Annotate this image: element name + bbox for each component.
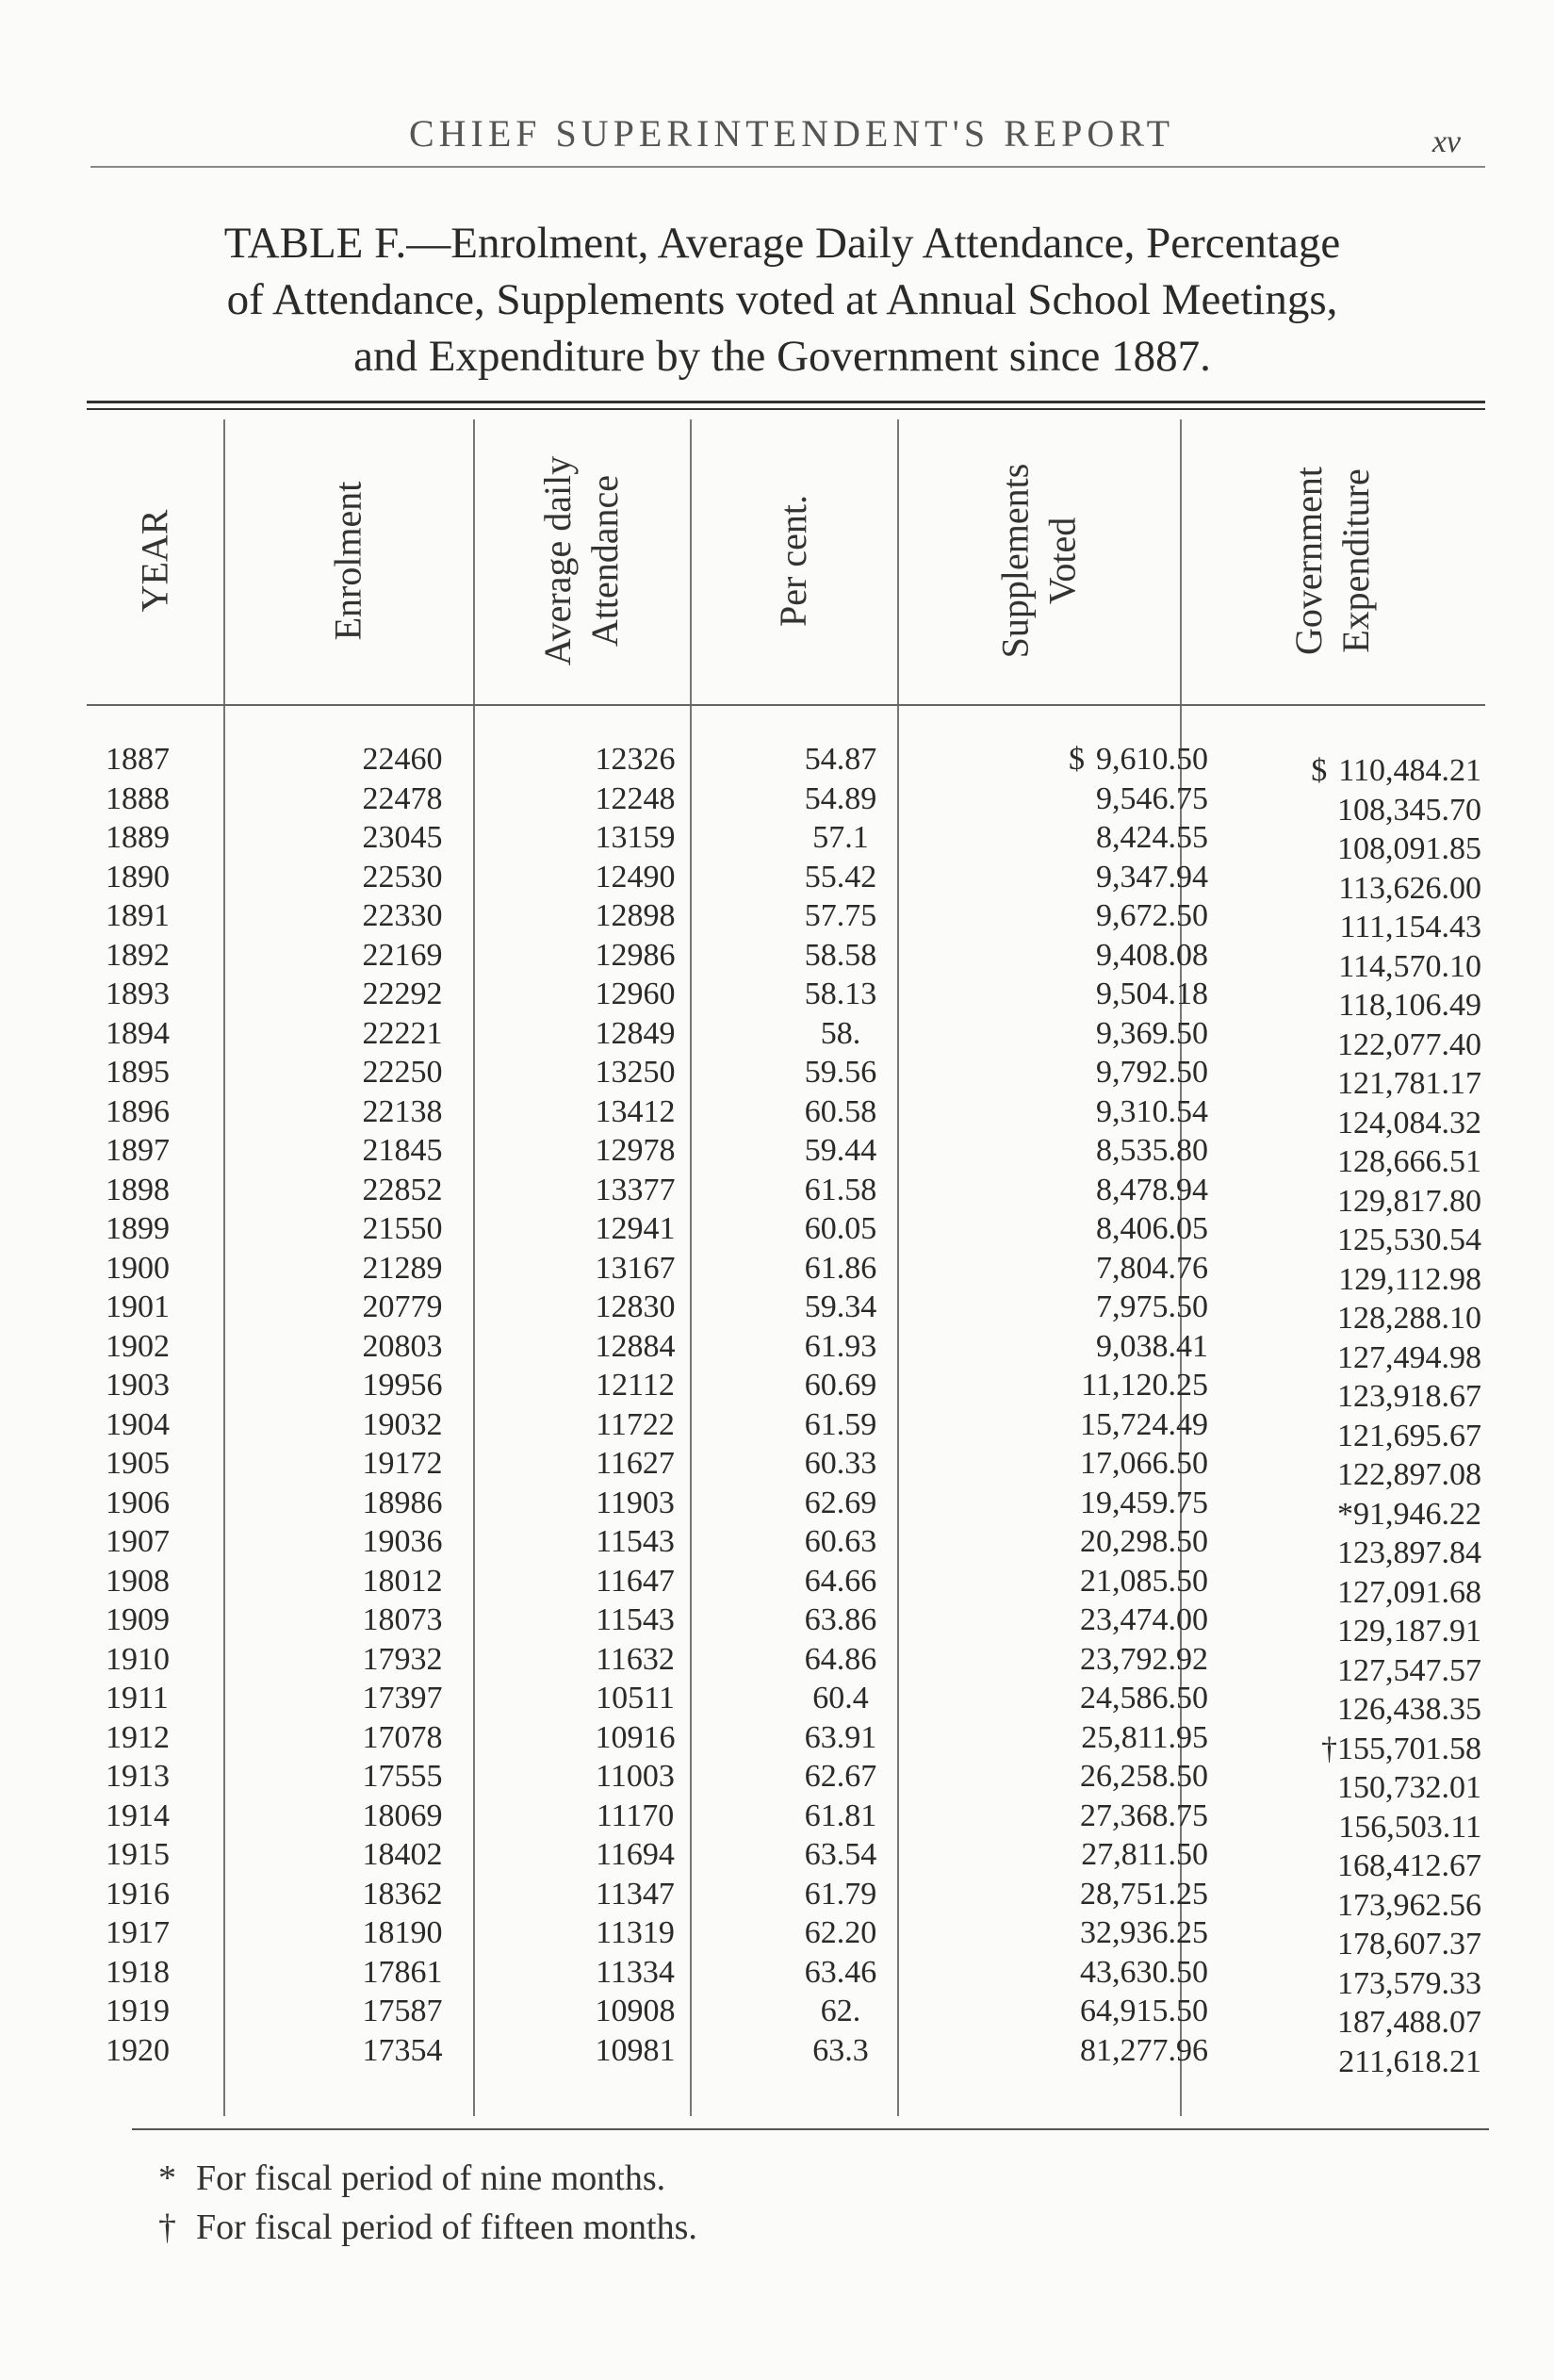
government-expenditure-cell: 126,438.35 [1337, 1692, 1481, 1727]
footnote-mark: † [158, 2208, 176, 2247]
table-row [87, 858, 1485, 906]
table-row [87, 1913, 1485, 1961]
percent-cell: 63.91 [804, 1719, 877, 1755]
enrolment-cell: 20779 [362, 1289, 443, 1324]
government-expenditure-cell: 173,962.56 [1337, 1887, 1481, 1923]
table-row [87, 1092, 1485, 1141]
enrolment-cell: 22460 [362, 742, 443, 777]
supplements-cell: 64,915.50 [1080, 1994, 1208, 2028]
enrolment-cell: 18362 [362, 1876, 443, 1912]
government-expenditure-cell: 127,494.98 [1337, 1339, 1481, 1375]
supplements-cell: 21,085.50 [1080, 1563, 1208, 1599]
average-attendance-cell: 12960 [595, 977, 676, 1011]
percent-cell: 64.86 [804, 1641, 877, 1677]
percent-cell: 60.69 [804, 1368, 877, 1403]
percent-cell: 61.81 [804, 1797, 877, 1833]
year-cell: 1915 [106, 1837, 170, 1872]
table-row [87, 818, 1485, 866]
table-header [87, 419, 1485, 702]
government-expenditure-cell: 124,084.32 [1337, 1105, 1481, 1141]
enrolment-cell: 19036 [362, 1524, 443, 1559]
enrolment-cell: 22138 [362, 1093, 443, 1129]
running-head [94, 111, 1489, 168]
government-expenditure-cell: 114,570.10 [1338, 948, 1481, 984]
footnote-mark: * [158, 2158, 176, 2198]
percent-cell: 63.3 [812, 2032, 869, 2068]
header-divider [90, 166, 1485, 168]
table-row [87, 1053, 1485, 1101]
year-cell: 1905 [106, 1446, 170, 1481]
table-row [87, 1484, 1485, 1532]
column-header-label: Supplements [992, 463, 1036, 659]
year-cell: 1903 [106, 1368, 170, 1403]
caption-line: TABLE F.—Enrolment, Average Daily Attendance, Percentage [223, 219, 1341, 268]
table-row [87, 1131, 1485, 1179]
government-expenditure-cell: 178,607.37 [1337, 1927, 1481, 1961]
percent-cell: 54.87 [804, 742, 877, 777]
supplements-cell: 8,478.94 [1096, 1172, 1208, 1207]
average-attendance-cell: 10916 [595, 1719, 676, 1755]
column-header-label: Enrolment [326, 481, 369, 641]
supplements-cell-value: 9,610.50 [1096, 742, 1208, 777]
percent-cell: 60.58 [804, 1093, 877, 1129]
supplements-cell: 17,066.50 [1080, 1446, 1208, 1481]
government-expenditure-cell: 128,288.10 [1337, 1301, 1481, 1336]
enrolment-cell: 18986 [362, 1485, 443, 1520]
government-expenditure-cell: 129,112.98 [1338, 1261, 1481, 1297]
enrolment-cell: 17861 [362, 1954, 443, 1990]
percent-cell: 58. [820, 1015, 861, 1051]
supplements-cell: 9,504.18 [1096, 977, 1208, 1011]
enrolment-cell: 18073 [362, 1602, 443, 1637]
table-body [87, 740, 1485, 2079]
enrolment-cell: 17932 [362, 1641, 443, 1677]
year-cell: 1901 [106, 1289, 170, 1324]
year-cell: 1895 [106, 1055, 170, 1090]
enrolment-cell: 22292 [362, 977, 443, 1011]
percent-cell: 62.69 [804, 1485, 877, 1520]
percent-cell: 61.58 [804, 1172, 877, 1207]
percent-cell: 62. [820, 1994, 861, 2028]
footnote [158, 2154, 697, 2203]
enrolment-cell: 22250 [362, 1055, 443, 1090]
year-cell: 1918 [106, 1954, 170, 1990]
running-title: CHIEF SUPERINTENDENT'S REPORT [408, 112, 1175, 155]
enrolment-cell: 21550 [362, 1211, 443, 1246]
table-row [87, 1209, 1485, 1257]
average-attendance-cell: 12248 [595, 780, 676, 816]
table-row [87, 2031, 1485, 2079]
supplements-cell: 8,535.80 [1096, 1133, 1208, 1168]
percent-cell: 62.67 [804, 1759, 877, 1794]
caption-line: and Expenditure by the Government since 1887. [353, 332, 1211, 381]
column-header-average [473, 419, 690, 702]
enrolment-cell: 22169 [362, 937, 443, 973]
enrolment-cell: 22478 [362, 780, 443, 816]
average-attendance-cell: 12978 [595, 1133, 676, 1168]
table-bottom-rule [132, 2128, 1489, 2130]
government-expenditure-cell: 129,187.91 [1337, 1614, 1481, 1649]
table-row [87, 1327, 1485, 1375]
table-row [87, 975, 1485, 1023]
government-expenditure-cell: 125,530.54 [1337, 1223, 1481, 1257]
percent-cell: 64.66 [804, 1563, 877, 1599]
enrolment-cell: 22330 [362, 898, 443, 933]
average-attendance-cell: 11627 [596, 1446, 675, 1481]
year-cell: 1893 [106, 977, 170, 1011]
enrolment-cell: 22852 [362, 1172, 443, 1207]
percent-cell: 57.1 [812, 820, 869, 855]
percent-cell: 60.63 [804, 1524, 877, 1559]
percent-cell: 61.93 [804, 1328, 877, 1364]
caption-line: of Attendance, Supplements voted at Annual School Meetings, [226, 275, 1338, 324]
supplements-cell: 32,936.25 [1080, 1915, 1208, 1950]
government-expenditure-cell: 123,897.84 [1337, 1535, 1481, 1570]
average-attendance-cell: 11003 [596, 1759, 675, 1794]
table-row [87, 936, 1485, 984]
supplements-cell: 9,369.50 [1096, 1015, 1208, 1051]
percent-cell: 59.34 [804, 1289, 877, 1324]
percent-cell: 58.58 [804, 937, 877, 973]
table-row [87, 1600, 1485, 1649]
percent-cell: 60.05 [804, 1211, 877, 1246]
average-attendance-cell: 11334 [596, 1954, 675, 1990]
column-header-enrolment [223, 419, 473, 702]
government-expenditure-cell: 118,106.49 [1338, 988, 1481, 1023]
page-number: xv [1431, 124, 1461, 159]
currency-symbol: $ [1069, 742, 1085, 777]
table-row [87, 1757, 1485, 1805]
enrolment-cell: 18190 [362, 1915, 443, 1950]
year-cell: 1914 [106, 1797, 170, 1833]
government-expenditure-cell: 150,732.01 [1337, 1770, 1481, 1805]
supplements-cell: 81,277.96 [1080, 2032, 1208, 2068]
column-header-label: Voted [1039, 517, 1083, 605]
supplements-cell: 7,804.76 [1096, 1250, 1208, 1286]
column-header-supplements [897, 419, 1180, 702]
column-header-label: Government [1286, 467, 1330, 655]
supplements-cell: 27,811.50 [1081, 1837, 1208, 1872]
table-row [87, 740, 1485, 788]
column-header-label: Average daily [535, 455, 579, 666]
year-cell: 1908 [106, 1563, 170, 1599]
percent-cell: 63.86 [804, 1602, 877, 1637]
table-row [87, 1444, 1485, 1492]
supplements-cell: 26,258.50 [1080, 1759, 1208, 1794]
government-expenditure-cell: 173,579.33 [1337, 1965, 1481, 2001]
year-cell: 1900 [106, 1250, 170, 1286]
year-cell: 1887 [106, 742, 170, 777]
supplements-cell: 9,038.41 [1096, 1328, 1208, 1364]
table-row [87, 1366, 1485, 1414]
government-expenditure-cell: 168,412.67 [1337, 1848, 1481, 1883]
year-cell: 1904 [106, 1406, 170, 1442]
average-attendance-cell: 12830 [595, 1289, 676, 1324]
table-row [87, 1288, 1485, 1336]
column-header-label: Expenditure [1333, 468, 1377, 653]
average-attendance-cell: 12898 [595, 898, 676, 933]
government-expenditure-cell: 121,781.17 [1337, 1066, 1481, 1101]
government-expenditure-cell: *91,946.22 [1337, 1496, 1481, 1532]
supplements-cell: 43,630.50 [1080, 1954, 1208, 1990]
average-attendance-cell: 12112 [596, 1368, 675, 1403]
table-row [87, 1718, 1485, 1766]
year-cell: 1911 [106, 1681, 169, 1715]
average-attendance-cell: 11903 [596, 1485, 675, 1520]
average-attendance-cell: 13412 [595, 1093, 676, 1129]
average-attendance-cell: 10981 [595, 2032, 676, 2068]
government-expenditure-cell: 123,918.67 [1337, 1379, 1481, 1414]
year-cell: 1910 [106, 1641, 170, 1677]
percent-cell: 59.56 [804, 1055, 877, 1090]
average-attendance-cell: 10908 [595, 1994, 676, 2028]
table-row [87, 1249, 1485, 1297]
supplements-cell [925, 740, 1208, 780]
enrolment-cell: 19172 [362, 1446, 443, 1481]
supplements-cell: 9,408.08 [1096, 937, 1208, 973]
column-header-label: YEAR [133, 509, 176, 613]
supplements-cell: 20,298.50 [1080, 1524, 1208, 1559]
percent-cell: 54.89 [804, 780, 877, 816]
enrolment-cell: 18402 [362, 1837, 443, 1872]
percent-cell: 59.44 [804, 1133, 877, 1168]
supplements-cell: 7,975.50 [1096, 1289, 1208, 1324]
supplements-cell: 28,751.25 [1080, 1876, 1208, 1912]
average-attendance-cell: 11319 [596, 1915, 675, 1950]
year-cell: 1907 [106, 1524, 170, 1559]
enrolment-cell: 22530 [362, 859, 443, 895]
government-expenditure-cell-value: 110,484.21 [1338, 753, 1481, 788]
year-cell: 1899 [106, 1211, 170, 1246]
table-row [87, 1522, 1485, 1570]
year-cell: 1890 [106, 859, 170, 895]
percent-cell: 63.46 [804, 1954, 877, 1990]
enrolment-cell: 19032 [362, 1406, 443, 1442]
government-expenditure-cell: 121,695.67 [1337, 1418, 1481, 1453]
table-row [87, 1875, 1485, 1923]
supplements-cell: 24,586.50 [1080, 1681, 1208, 1715]
average-attendance-cell: 13250 [595, 1055, 676, 1090]
currency-symbol: $ [1311, 753, 1328, 788]
enrolment-cell: 20803 [362, 1328, 443, 1364]
government-expenditure-cell: 111,154.43 [1339, 910, 1481, 944]
supplements-cell: 23,474.00 [1080, 1602, 1208, 1637]
government-expenditure-cell: 128,666.51 [1337, 1144, 1481, 1179]
enrolment-cell: 18012 [362, 1563, 443, 1599]
average-attendance-cell: 11694 [596, 1837, 675, 1872]
supplements-cell: 9,347.94 [1096, 859, 1208, 895]
average-attendance-cell: 11647 [596, 1563, 675, 1599]
table-row [87, 1405, 1485, 1453]
year-cell: 1902 [106, 1328, 170, 1364]
footnote-text: For fiscal period of fifteen months. [196, 2208, 697, 2247]
table-row [87, 1562, 1485, 1610]
enrolment-cell: 19956 [362, 1368, 443, 1403]
government-expenditure-cell: 211,618.21 [1338, 2044, 1481, 2079]
government-expenditure-cell: 127,547.57 [1337, 1652, 1481, 1688]
supplements-cell: 9,672.50 [1096, 898, 1208, 933]
supplements-cell: 23,792.92 [1080, 1641, 1208, 1677]
table-row [87, 1679, 1485, 1727]
footnote [158, 2203, 697, 2252]
statistics-table [87, 419, 1485, 2116]
government-expenditure-cell: 127,091.68 [1337, 1574, 1481, 1610]
supplements-cell: 8,406.05 [1096, 1211, 1208, 1246]
table-caption [75, 215, 1489, 385]
year-cell: 1919 [106, 1994, 170, 2028]
table-row [87, 1640, 1485, 1688]
year-cell: 1897 [106, 1133, 170, 1168]
government-expenditure-cell: 108,345.70 [1337, 792, 1481, 828]
average-attendance-cell: 11170 [596, 1797, 675, 1833]
average-attendance-cell: 13377 [595, 1172, 676, 1207]
average-attendance-cell: 11632 [596, 1641, 675, 1677]
enrolment-cell: 21845 [362, 1133, 443, 1168]
enrolment-cell: 17587 [362, 1994, 443, 2028]
enrolment-cell: 23045 [362, 820, 443, 855]
percent-cell: 62.20 [804, 1915, 877, 1950]
column-header-label: Per cent. [771, 495, 814, 627]
year-cell: 1896 [106, 1093, 170, 1129]
supplements-cell: 9,546.75 [1096, 780, 1208, 816]
year-cell: 1912 [106, 1719, 170, 1755]
government-expenditure-cell: †155,701.58 [1321, 1731, 1481, 1766]
enrolment-cell: 17397 [362, 1681, 443, 1715]
average-attendance-cell: 12326 [595, 742, 676, 777]
column-header-year [87, 419, 223, 702]
government-expenditure-cell: 122,077.40 [1337, 1026, 1481, 1062]
supplements-cell: 15,724.49 [1080, 1406, 1208, 1442]
year-cell: 1888 [106, 780, 170, 816]
column-header-percent [690, 419, 897, 702]
percent-cell: 61.86 [804, 1250, 877, 1286]
year-cell: 1920 [106, 2032, 170, 2068]
enrolment-cell: 17354 [362, 2032, 443, 2068]
percent-cell: 55.42 [804, 859, 877, 895]
government-expenditure-cell: 156,503.11 [1338, 1809, 1481, 1845]
column-header-label: Attendance [582, 474, 626, 648]
government-expenditure-cell: 122,897.08 [1337, 1457, 1481, 1492]
table-row [87, 1835, 1485, 1883]
government-expenditure-cell: 113,626.00 [1338, 870, 1481, 906]
table-row [87, 1797, 1485, 1845]
year-cell: 1913 [106, 1759, 170, 1794]
supplements-cell: 27,368.75 [1080, 1797, 1208, 1833]
average-attendance-cell: 12986 [595, 937, 676, 973]
table-row [87, 1992, 1485, 2040]
average-attendance-cell: 13159 [595, 820, 676, 855]
percent-cell: 61.79 [804, 1876, 877, 1912]
year-cell: 1889 [106, 820, 170, 855]
supplements-cell: 19,459.75 [1080, 1485, 1208, 1520]
header-rule [87, 704, 1485, 706]
average-attendance-cell: 11347 [596, 1876, 675, 1912]
year-cell: 1909 [106, 1602, 170, 1637]
table-row [87, 780, 1485, 828]
average-attendance-cell: 12490 [595, 859, 676, 895]
year-cell: 1916 [106, 1876, 170, 1912]
percent-cell: 57.75 [804, 898, 877, 933]
table-row [87, 1014, 1485, 1062]
table-row [87, 896, 1485, 944]
table-row [87, 1171, 1485, 1219]
average-attendance-cell: 12884 [595, 1328, 676, 1364]
average-attendance-cell: 10511 [596, 1681, 675, 1715]
supplements-cell: 25,811.95 [1081, 1719, 1208, 1755]
table-row [87, 1953, 1485, 2001]
table-top-rule-inner [87, 408, 1485, 410]
average-attendance-cell: 13167 [595, 1250, 676, 1286]
column-header-government [1180, 419, 1485, 702]
table-top-rule [87, 401, 1485, 403]
enrolment-cell: 18069 [362, 1797, 443, 1833]
average-attendance-cell: 11543 [596, 1524, 675, 1559]
supplements-cell: 8,424.55 [1096, 820, 1208, 855]
year-cell: 1906 [106, 1485, 170, 1520]
percent-cell: 60.33 [804, 1446, 877, 1481]
year-cell: 1891 [106, 898, 170, 933]
percent-cell: 61.59 [804, 1406, 877, 1442]
average-attendance-cell: 11543 [596, 1602, 675, 1637]
supplements-cell: 9,310.54 [1096, 1093, 1208, 1129]
average-attendance-cell: 11722 [596, 1406, 675, 1442]
supplements-cell: 9,792.50 [1096, 1055, 1208, 1090]
government-expenditure-cell: 108,091.85 [1337, 831, 1481, 866]
year-cell: 1892 [106, 937, 170, 973]
average-attendance-cell: 12849 [595, 1015, 676, 1051]
year-cell: 1917 [106, 1915, 170, 1950]
government-expenditure-cell: 187,488.07 [1337, 2005, 1481, 2040]
enrolment-cell: 17078 [362, 1719, 443, 1755]
enrolment-cell: 21289 [362, 1250, 443, 1286]
percent-cell: 60.4 [812, 1681, 869, 1715]
average-attendance-cell: 12941 [595, 1211, 676, 1246]
supplements-cell: 11,120.25 [1081, 1368, 1208, 1403]
year-cell: 1898 [106, 1172, 170, 1207]
enrolment-cell: 17555 [362, 1759, 443, 1794]
enrolment-cell: 22221 [362, 1015, 443, 1051]
percent-cell: 58.13 [804, 977, 877, 1011]
footnote-text: For fiscal period of nine months. [196, 2158, 666, 2198]
government-expenditure-cell: 129,817.80 [1337, 1183, 1481, 1219]
year-cell: 1894 [106, 1015, 170, 1051]
footnotes [158, 2154, 697, 2252]
percent-cell: 63.54 [804, 1837, 877, 1872]
